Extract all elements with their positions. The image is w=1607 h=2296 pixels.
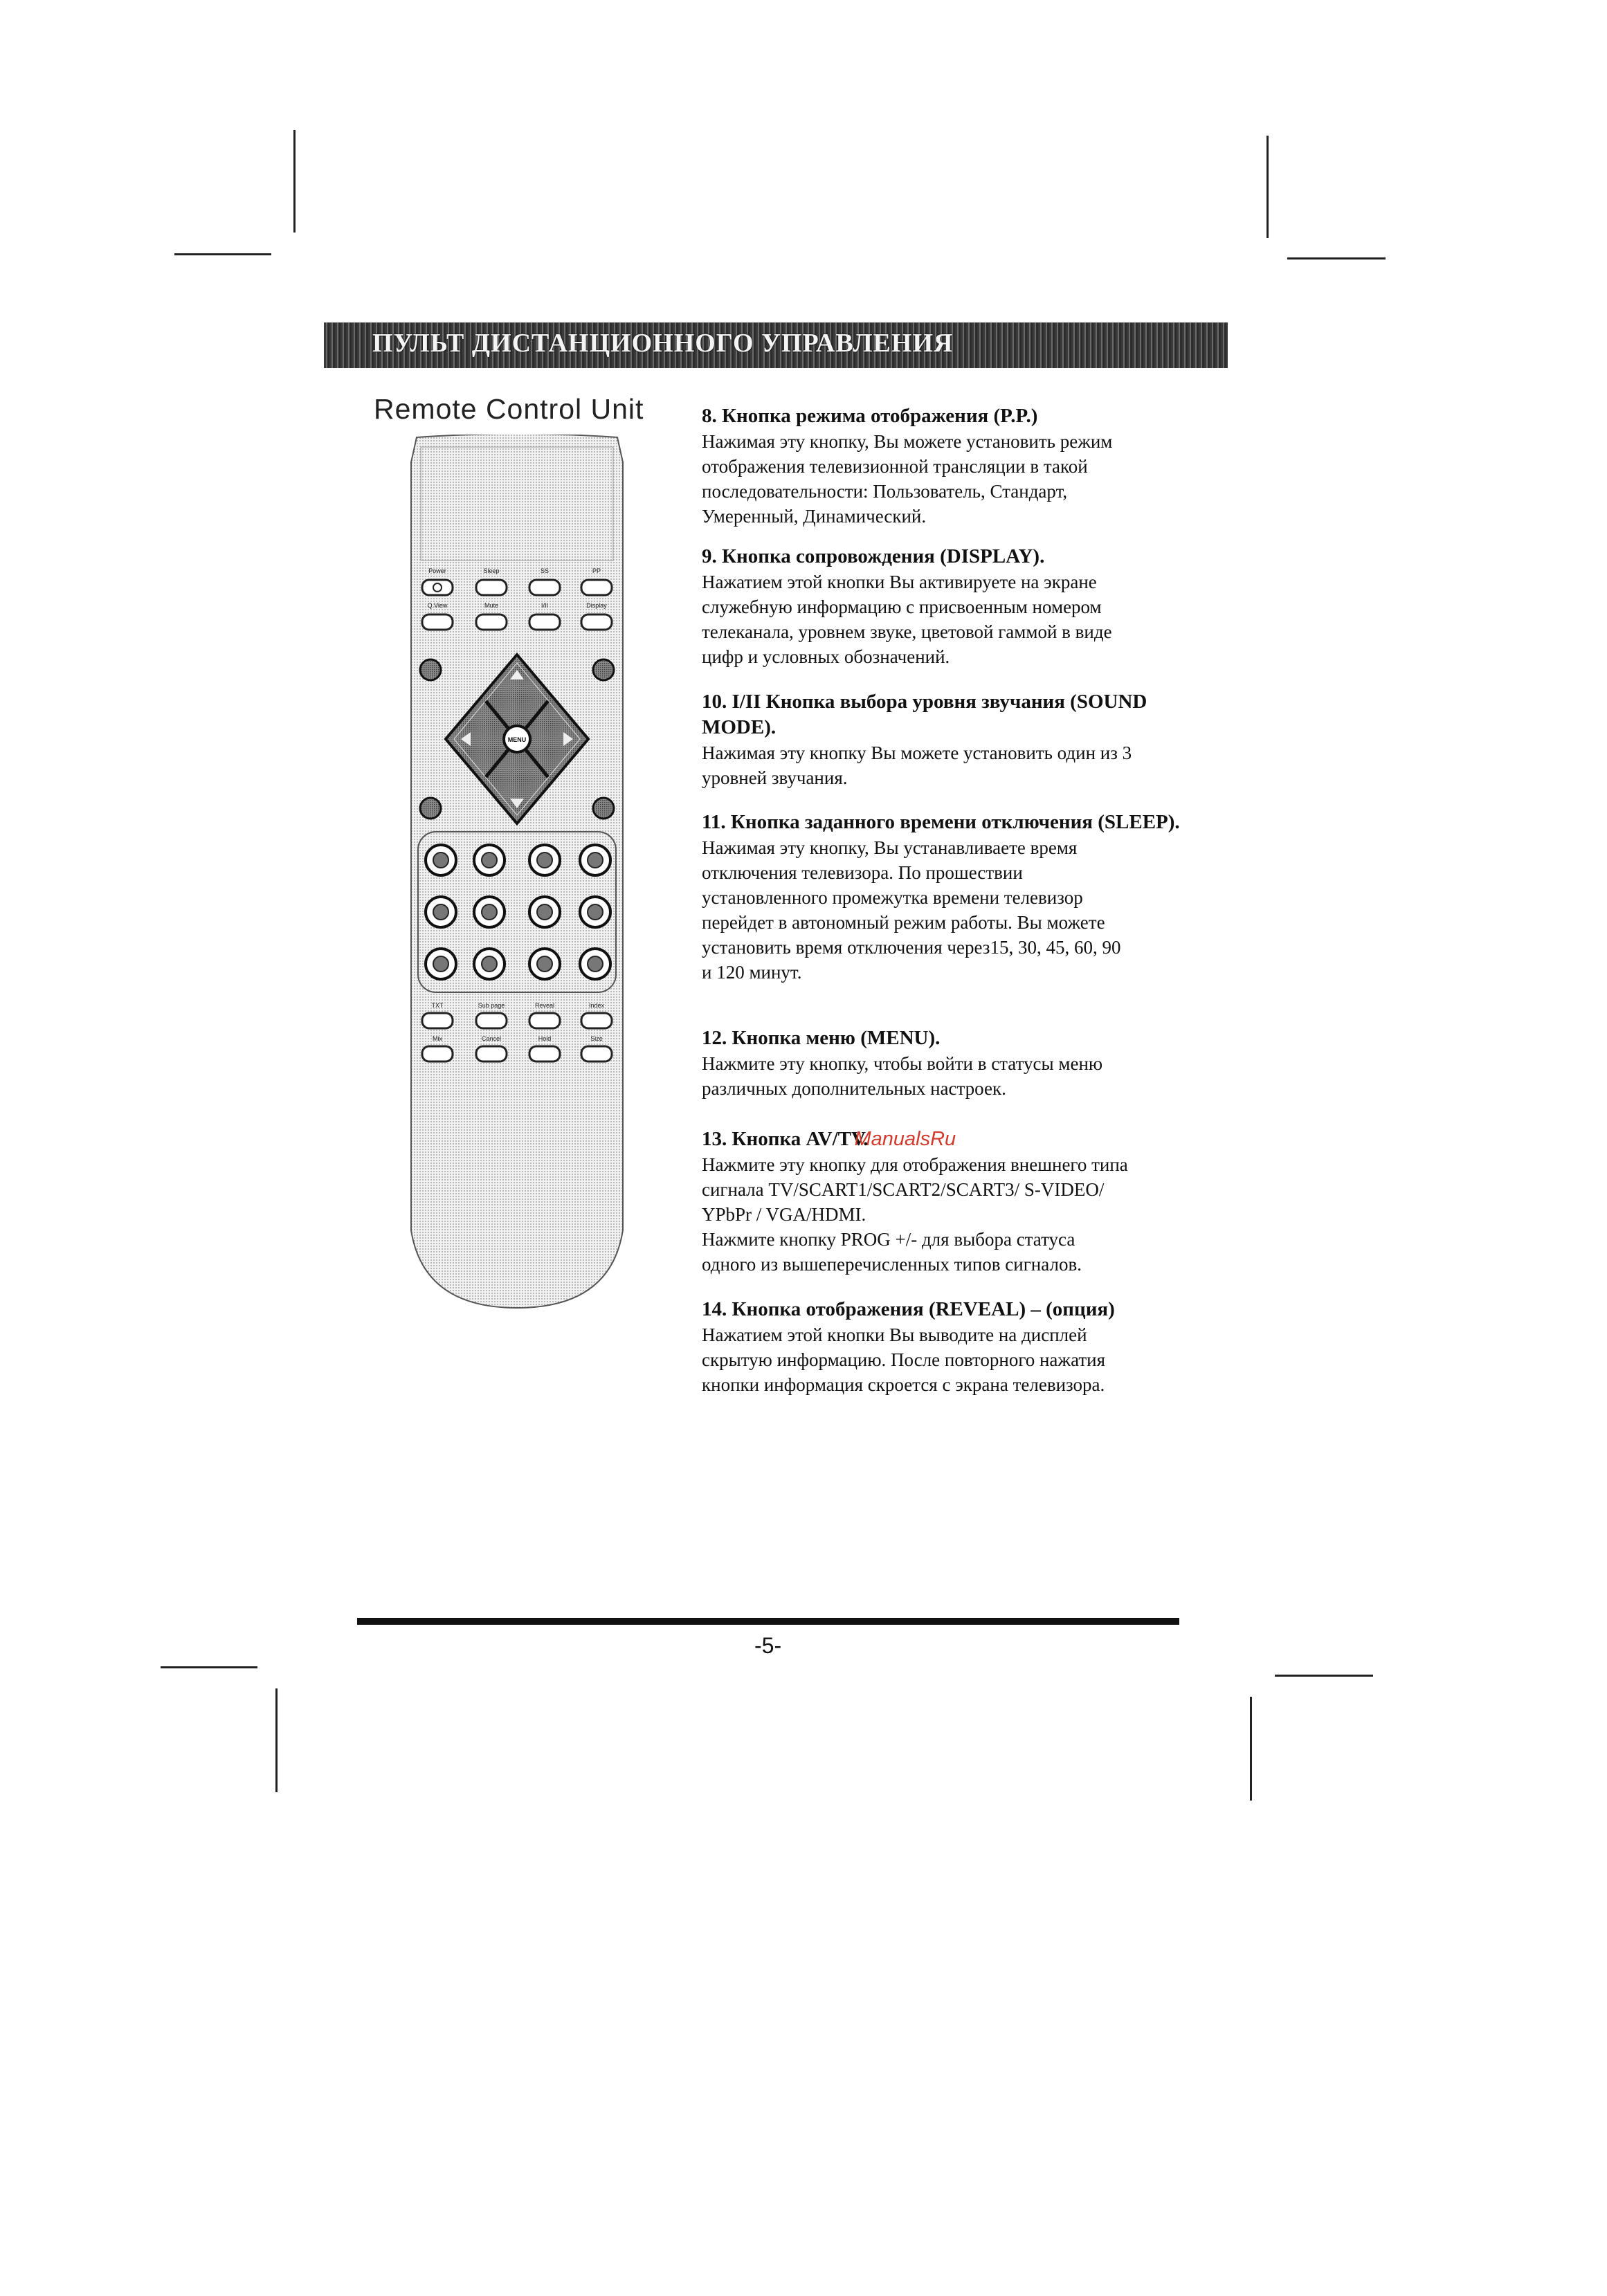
section-line: Нажимая эту кнопку Вы можете установить один из 3 bbox=[702, 742, 1132, 763]
section-line: последовательности: Пользователь, Стандарт, bbox=[702, 481, 1068, 502]
section-title: 9. Кнопка сопровождения (DISPLAY). bbox=[702, 545, 1045, 567]
keypad-button-center bbox=[588, 904, 603, 920]
keypad-button-center bbox=[433, 904, 448, 920]
section-line: Нажмите эту кнопку, чтобы войти в статусы меню bbox=[702, 1053, 1103, 1074]
crop-mark-top-right-vertical bbox=[1266, 136, 1269, 238]
keypad-button-center bbox=[482, 956, 497, 972]
section-display-button bbox=[702, 544, 1200, 669]
section-line: Нажмите эту кнопку для отображения внешнего типа bbox=[702, 1154, 1128, 1175]
nav-corner-button-bottom-right bbox=[593, 798, 614, 819]
watermark: ManualsRu bbox=[854, 1128, 956, 1150]
mute-button bbox=[476, 614, 507, 630]
label-sub-page: Sub page bbox=[478, 1002, 505, 1009]
index-button bbox=[581, 1013, 612, 1028]
footer-rule bbox=[357, 1618, 1179, 1625]
keypad-button-center bbox=[537, 904, 552, 920]
sleep-button bbox=[476, 580, 507, 595]
section-line: установленного промежутка времени телевизор bbox=[702, 887, 1083, 908]
section-line: установить время отключения через15, 30, 45, 60, 90 bbox=[702, 937, 1121, 958]
section-title-text: 13. Кнопка AV/TV. bbox=[702, 1128, 869, 1150]
section-line: различных дополнительных настроек. bbox=[702, 1078, 1006, 1099]
section-pp-button bbox=[702, 403, 1200, 529]
power-button bbox=[422, 580, 453, 595]
size-button bbox=[581, 1046, 612, 1062]
section-line: и 120 минут. bbox=[702, 962, 802, 983]
crop-mark-top-right-horizontal bbox=[1287, 257, 1386, 259]
label-reveal: Reveal bbox=[534, 1002, 555, 1009]
remote-control-illustration bbox=[403, 435, 631, 1309]
section-sleep-button bbox=[702, 810, 1200, 985]
section-line: цифр и условных обозначений. bbox=[702, 646, 950, 667]
section-line: служебную информацию с присвоенным номером bbox=[702, 596, 1102, 617]
section-menu-button bbox=[702, 1026, 1200, 1101]
label-cancel: Cancel bbox=[481, 1035, 502, 1042]
keypad-button-center bbox=[588, 853, 603, 868]
mix-button bbox=[422, 1046, 453, 1062]
label-mix: Mix bbox=[433, 1035, 442, 1042]
figure-caption: Remote Control Unit bbox=[374, 393, 644, 425]
label-qview: Q.View bbox=[427, 602, 448, 609]
label-sleep: Sleep bbox=[483, 567, 500, 574]
section-title bbox=[702, 1127, 1200, 1152]
page-title: ПУЛЬТ ДИСТАНЦИОННОГО УПРАВЛЕНИЯ bbox=[372, 329, 954, 358]
section-title: 11. Кнопка заданного времени отключения (SLEEP). bbox=[702, 811, 1180, 833]
crop-mark-top-left-horizontal bbox=[174, 253, 271, 255]
section-title: 8. Кнопка режима отображения (P.P.) bbox=[702, 405, 1038, 427]
section-line: Нажатием этой кнопки Вы выводите на дисплей bbox=[702, 1324, 1087, 1345]
section-line: Нажмите кнопку PROG +/- для выбора статуса bbox=[702, 1229, 1075, 1250]
hold-button bbox=[529, 1046, 560, 1062]
crop-mark-bottom-right-horizontal bbox=[1275, 1675, 1373, 1677]
nav-corner-button-top-right bbox=[593, 659, 614, 680]
section-line: Умеренный, Динамический. bbox=[702, 506, 927, 527]
keypad-button-center bbox=[433, 853, 448, 868]
section-line: Нажимая эту кнопку, Вы можете установить режим bbox=[702, 431, 1113, 452]
keypad-button-center bbox=[537, 853, 552, 868]
reveal-button bbox=[529, 1013, 560, 1028]
display-button bbox=[581, 614, 612, 630]
section-line: кнопки информация скроется с экрана телевизора. bbox=[702, 1374, 1105, 1395]
section-line: сигнала TV/SCART1/SCART2/SCART3/ S-VIDEO/ bbox=[702, 1179, 1105, 1200]
keypad-button-center bbox=[482, 853, 497, 868]
nav-corner-button-bottom-left bbox=[420, 798, 441, 819]
label-power: Power bbox=[428, 567, 446, 574]
section-line: YPbPr / VGA/HDMI. bbox=[702, 1204, 866, 1225]
section-line: одного из вышеперечисленных типов сигналов. bbox=[702, 1254, 1082, 1275]
label-hold: Hold bbox=[538, 1035, 552, 1042]
label-size: Size bbox=[590, 1035, 603, 1042]
crop-mark-bottom-right-vertical bbox=[1250, 1697, 1252, 1801]
pp-button bbox=[581, 580, 612, 595]
crop-mark-top-left-vertical bbox=[293, 130, 296, 233]
label-mute: Mute bbox=[484, 602, 499, 609]
sub-page-button bbox=[476, 1013, 507, 1028]
menu-label: MENU bbox=[507, 736, 527, 743]
section-line: отображения телевизионной трансляции в такой bbox=[702, 456, 1088, 477]
txt-button bbox=[422, 1013, 453, 1028]
label-index: Index bbox=[588, 1002, 605, 1009]
keypad-button-center bbox=[537, 956, 552, 972]
section-title: 14. Кнопка отображения (REVEAL) – (опция) bbox=[702, 1298, 1115, 1320]
keypad-button-center bbox=[433, 956, 448, 972]
section-line: уровней звучания. bbox=[702, 767, 848, 788]
ss-button bbox=[529, 580, 560, 595]
section-av-tv-button bbox=[702, 1127, 1200, 1277]
label-pp: PP bbox=[592, 567, 601, 574]
header-banner bbox=[324, 322, 1228, 368]
label-txt: TXT bbox=[431, 1002, 444, 1009]
label-display: Display bbox=[586, 602, 607, 609]
label-ss: SS bbox=[540, 567, 550, 574]
section-line: отключения телевизора. По прошествии bbox=[702, 862, 1023, 883]
section-sound-mode-button bbox=[702, 689, 1200, 790]
page-number: -5- bbox=[754, 1633, 782, 1658]
section-line: перейдет в автономный режим работы. Вы можете bbox=[702, 912, 1105, 933]
nav-corner-button-top-left bbox=[420, 659, 441, 680]
section-title: 12. Кнопка меню (MENU). bbox=[702, 1027, 941, 1049]
keypad-button-center bbox=[482, 904, 497, 920]
section-title: 10. I/II Кнопка выбора уровня звучания (SOUND MODE). bbox=[702, 691, 1147, 738]
section-reveal-button bbox=[702, 1297, 1200, 1397]
crop-mark-bottom-left-horizontal bbox=[161, 1666, 257, 1668]
crop-mark-bottom-left-vertical bbox=[275, 1688, 278, 1792]
keypad-button-center bbox=[588, 956, 603, 972]
section-line: телеканала, уровнем звуке, цветовой гаммой в виде bbox=[702, 621, 1112, 642]
section-line: Нажатием этой кнопки Вы активируете на экране bbox=[702, 572, 1097, 592]
section-line: скрытую информацию. После повторного нажатия bbox=[702, 1349, 1106, 1370]
label-sound-mode: I/II bbox=[541, 602, 549, 609]
qview-button bbox=[422, 614, 453, 630]
section-line: Нажимая эту кнопку, Вы устанавливаете время bbox=[702, 837, 1078, 858]
sound-mode-button bbox=[529, 614, 560, 630]
cancel-button bbox=[476, 1046, 507, 1062]
